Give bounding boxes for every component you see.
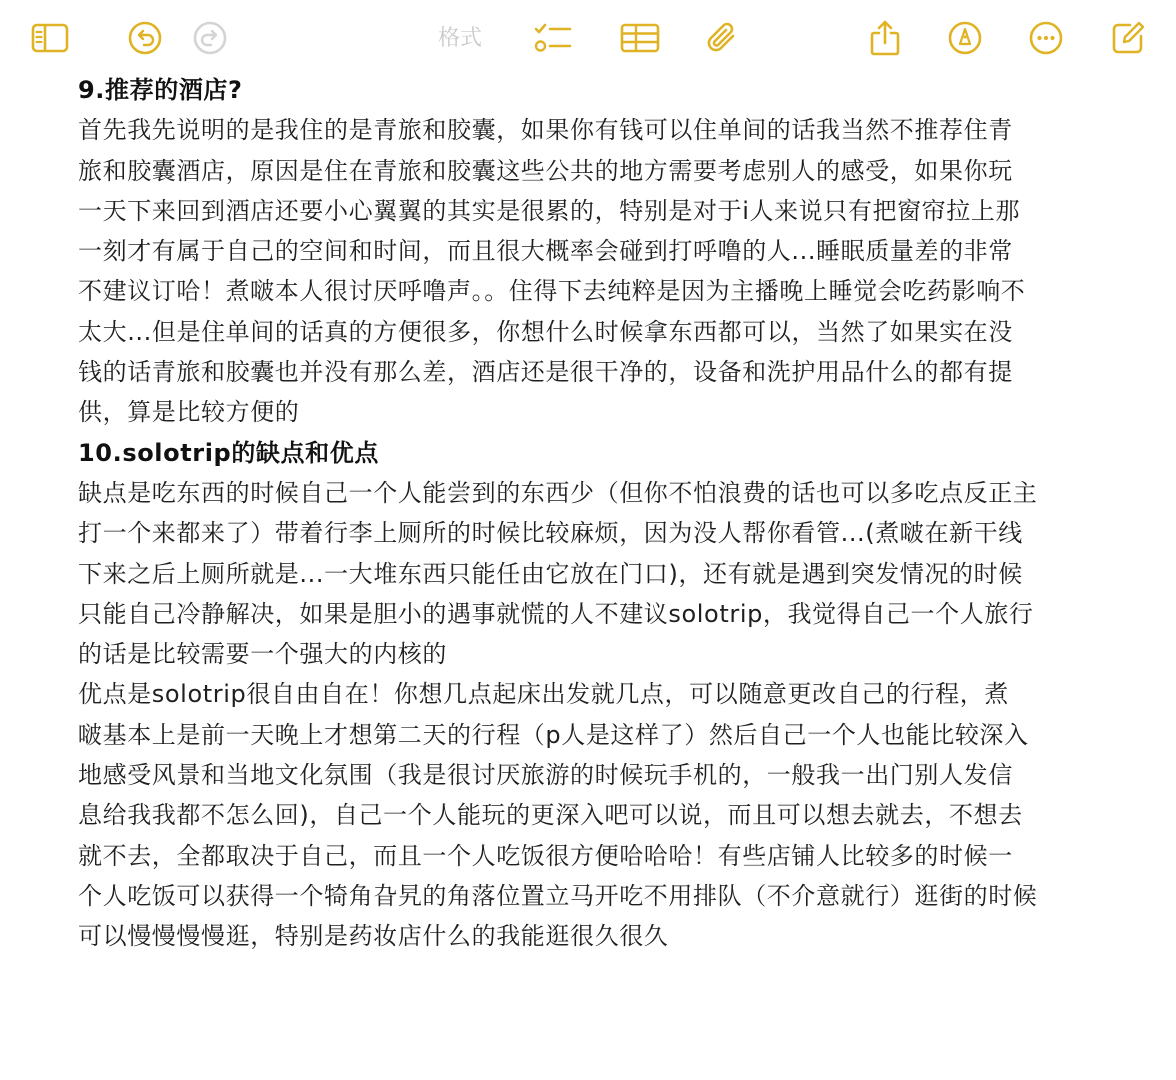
paragraph-line: 打一个来都来了）带着行李上厕所的时候比较麻烦，因为没人帮你看管...(煮啵在新干线	[78, 519, 1023, 548]
paragraph-line: 太大...但是住单间的话真的方便很多，你想什么时候拿东西都可以，当然了如果实在没	[78, 317, 1013, 346]
section-heading-hotels: 9.推荐的酒店?	[78, 76, 243, 104]
sidebar-button[interactable]	[30, 18, 70, 58]
more-icon	[1028, 20, 1064, 56]
toolbar	[0, 0, 1176, 80]
checklist-button[interactable]	[533, 18, 573, 58]
attachment-button[interactable]	[703, 18, 743, 58]
compose-button[interactable]	[1108, 18, 1148, 58]
paragraph-line: 下来之后上厕所就是...一大堆东西只能任由它放在门口)，还有就是遇到突发情况的时候	[78, 559, 1023, 588]
checklist-icon	[533, 21, 573, 55]
redo-icon	[192, 20, 228, 56]
paragraph-line: 息给我我都不怎么回)，自己一个人能玩的更深入吧可以说，而且可以想去就去，不想去	[78, 801, 1023, 830]
paragraph-line: 一刻才有属于自己的空间和时间，而且很大概率会碰到打呼噜的人...睡眠质量差的非常	[78, 237, 1013, 266]
paragraph-line: 旅和胶囊酒店，原因是住在青旅和胶囊这些公共的地方需要考虑别人的感受，如果你玩	[78, 156, 1013, 185]
note-body[interactable]	[78, 70, 1108, 957]
paragraph-line: 的话是比较需要一个强大的内核的	[78, 640, 447, 669]
format-button[interactable]: 格式	[438, 26, 483, 51]
pen-circle-icon	[947, 20, 983, 56]
table-icon	[620, 22, 660, 54]
markup-button[interactable]	[945, 18, 985, 58]
paragraph-line: 一天下来回到酒店还要小心翼翼的其实是很累的，特别是对于i人来说只有把窗帘拉上那	[78, 196, 1021, 225]
paragraph-line: 个人吃饭可以获得一个犄角旮旯的角落位置立马开吃不用排队（不介意就行）逛街的时候	[78, 881, 1038, 910]
paperclip-icon	[705, 20, 741, 56]
paragraph-line: 只能自己冷静解决，如果是胆小的遇事就慌的人不建议solotrip，我觉得自己一个人旅行	[78, 599, 1034, 628]
paragraph-line: 可以慢慢慢慢逛，特别是药妆店什么的我能逛很久很久	[78, 922, 669, 951]
share-button[interactable]	[865, 18, 905, 58]
redo-button[interactable]	[190, 18, 230, 58]
paragraph-line: 钱的话青旅和胶囊也并没有那么差，酒店还是很干净的，设备和洗护用品什么的都有提	[78, 358, 1013, 387]
table-button[interactable]	[620, 18, 660, 58]
paragraph-line: 供，算是比较方便的	[78, 398, 300, 427]
paragraph-line: 首先我先说明的是我住的是青旅和胶囊，如果你有钱可以住单间的话我当然不推荐住青	[78, 116, 1013, 145]
section-heading-solotrip: 10.solotrip的缺点和优点	[78, 438, 379, 467]
sidebar-icon	[31, 22, 69, 54]
paragraph-line: 就不去，全都取决于自己，而且一个人吃饭很方便哈哈哈！有些店铺人比较多的时候一	[78, 841, 1013, 870]
paragraph-line: 缺点是吃东西的时候自己一个人能尝到的东西少（但你不怕浪费的话也可以多吃点反正主	[78, 478, 1038, 507]
undo-icon	[127, 20, 163, 56]
compose-icon	[1110, 20, 1146, 56]
paragraph-line: 优点是solotrip很自由自在！你想几点起床出发就几点，可以随意更改自己的行程，煮	[78, 680, 1009, 709]
paragraph-line: 地感受风景和当地文化氛围（我是很讨厌旅游的时候玩手机的，一般我一出门别人发信	[78, 761, 1013, 790]
paragraph-line: 不建议订哈！煮啵本人很讨厌呼噜声。。住得下去纯粹是因为主播晚上睡觉会吃药影响不	[78, 277, 1026, 306]
more-button[interactable]	[1026, 18, 1066, 58]
paragraph-line: 啵基本上是前一天晚上才想第二天的行程（p人是这样了）然后自己一个人也能比较深入	[78, 720, 1029, 749]
undo-button[interactable]	[125, 18, 165, 58]
share-icon	[868, 19, 902, 57]
